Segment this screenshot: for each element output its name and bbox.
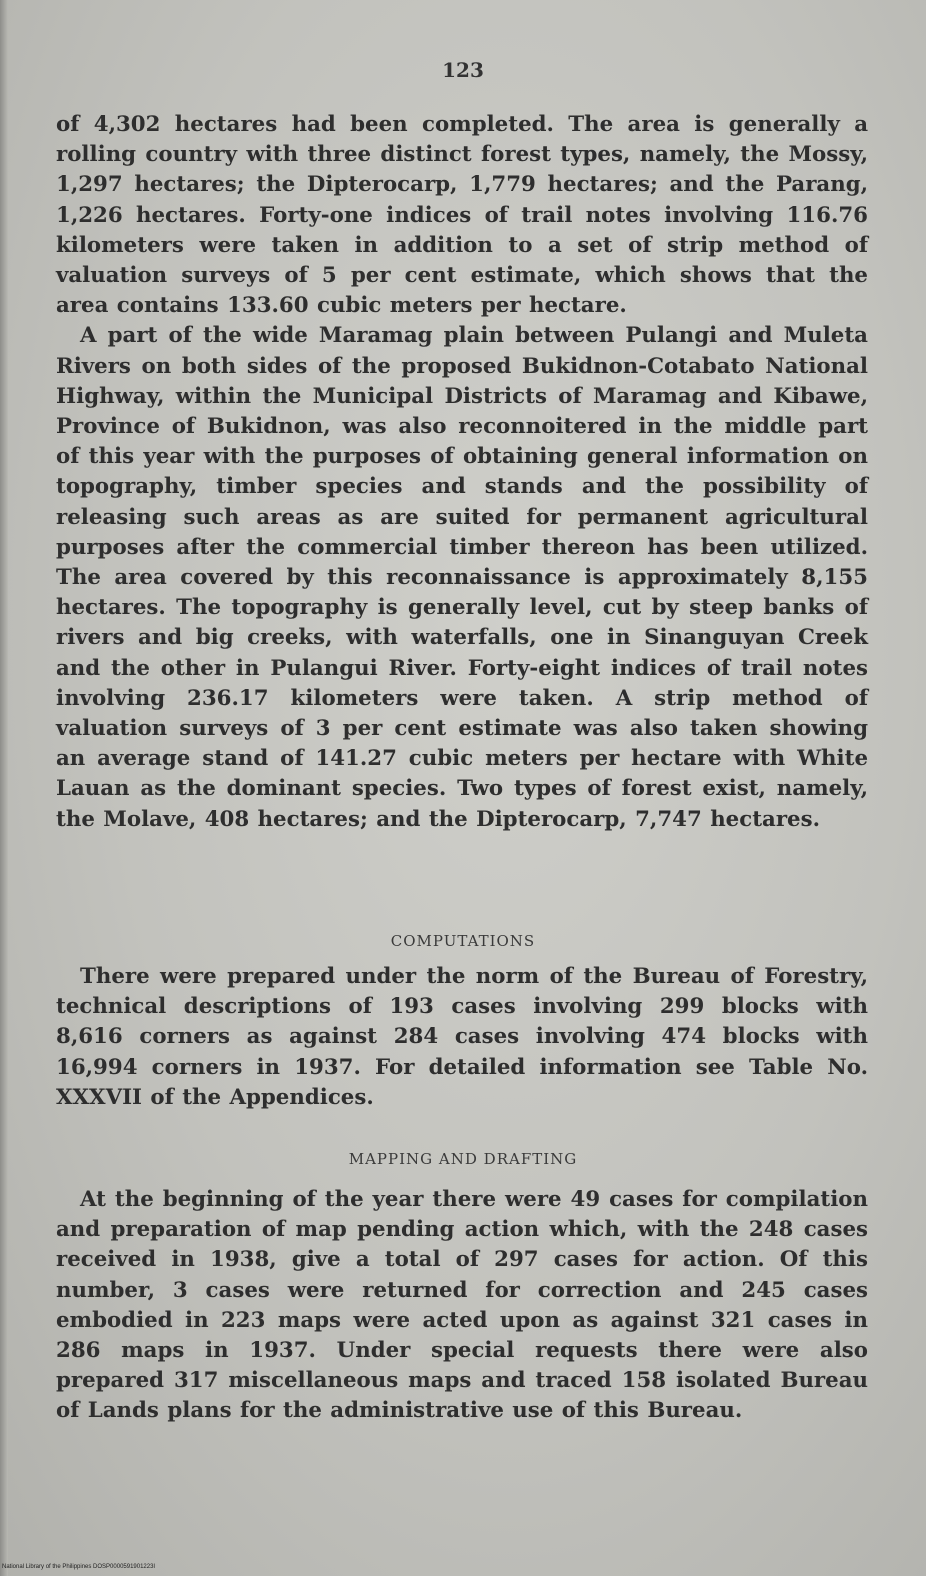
body-text-mapping <box>56 1185 868 1427</box>
paragraph-maramag-plain: A part of the wide Maramag plain between Pulangi and Muleta Rivers on both sides of the proposed Bukidnon-Cotabato National Highway, within the Municipal Districts of Maramag and Kibawe, Province of Bukidnon, was also reconnoitered in the middle part of this year with the purposes of obtaining general information on topography, timber species and stands and the possibility of releasing such areas as are suited for permanent agricultural purposes after the commercial timber thereon has been utilized. The area covered by this reconnaissance is approximately 8,155 hectares. The topography is generally level, cut by steep banks of rivers and big creeks, with waterfalls, one in Sinanguyan Creek and the other in Pulangui River. Forty-eight indices of trail notes involving 236.17 kilometers were taken. A strip method of valuation surveys of 3 per cent estimate was also taken showing an average stand of 141.27 cubic meters per hectare with White Lauan as the dominant species. Two types of forest exist, namely, the Molave, 408 hectares; and the Dipterocarp, 7,747 hectares. <box>56 323 868 832</box>
paragraph-computations: There were prepared under the norm of the Bureau of Forestry, technical descriptions of 193 cases involving 299 blocks with 8,616 corners as against 284 cases involving 474 blocks with 16,994 corners in 1937. For detailed information see Table No. XXXVII of the Appendices. <box>56 964 868 1110</box>
library-footer: National Library of the Philippines DOSP0000591901223I <box>2 1564 156 1570</box>
page-edge-shadow <box>0 0 8 1576</box>
paragraph-forest-types: of 4,302 hectares had been completed. The area is generally a rolling country with three distinct forest types, namely, the Mossy, 1,297 hectares; the Dipterocarp, 1,779 hectares; and the Parang, 1,226 hectares. Forty-one indices of trail notes involving 116.76 kilometers were taken in addition to a set of strip method of valuation surveys of 5 per cent estimate, which shows that the area contains 133.60 cubic meters per hectare. <box>56 112 868 319</box>
body-text-top <box>56 110 868 835</box>
body-text-computations <box>56 962 868 1113</box>
section-heading-mapping: MAPPING AND DRAFTING <box>348 1150 578 1168</box>
page-number: 123 <box>442 58 484 82</box>
section-heading-computations: COMPUTATIONS <box>390 932 536 950</box>
paragraph-mapping: At the beginning of the year there were 49 cases for compilation and preparation of map pending action which, with the 248 cases received in 1938, give a total of 297 cases for action. Of this number, 3 cases were returned for correction and 245 cases embodied in 223 maps were acted upon as against 321 cases in 286 maps in 1937. Under special requests there were also prepared 317 miscellaneous maps and traced 158 isolated Bureau of Lands plans for the administrative use of this Bureau. <box>56 1187 868 1424</box>
